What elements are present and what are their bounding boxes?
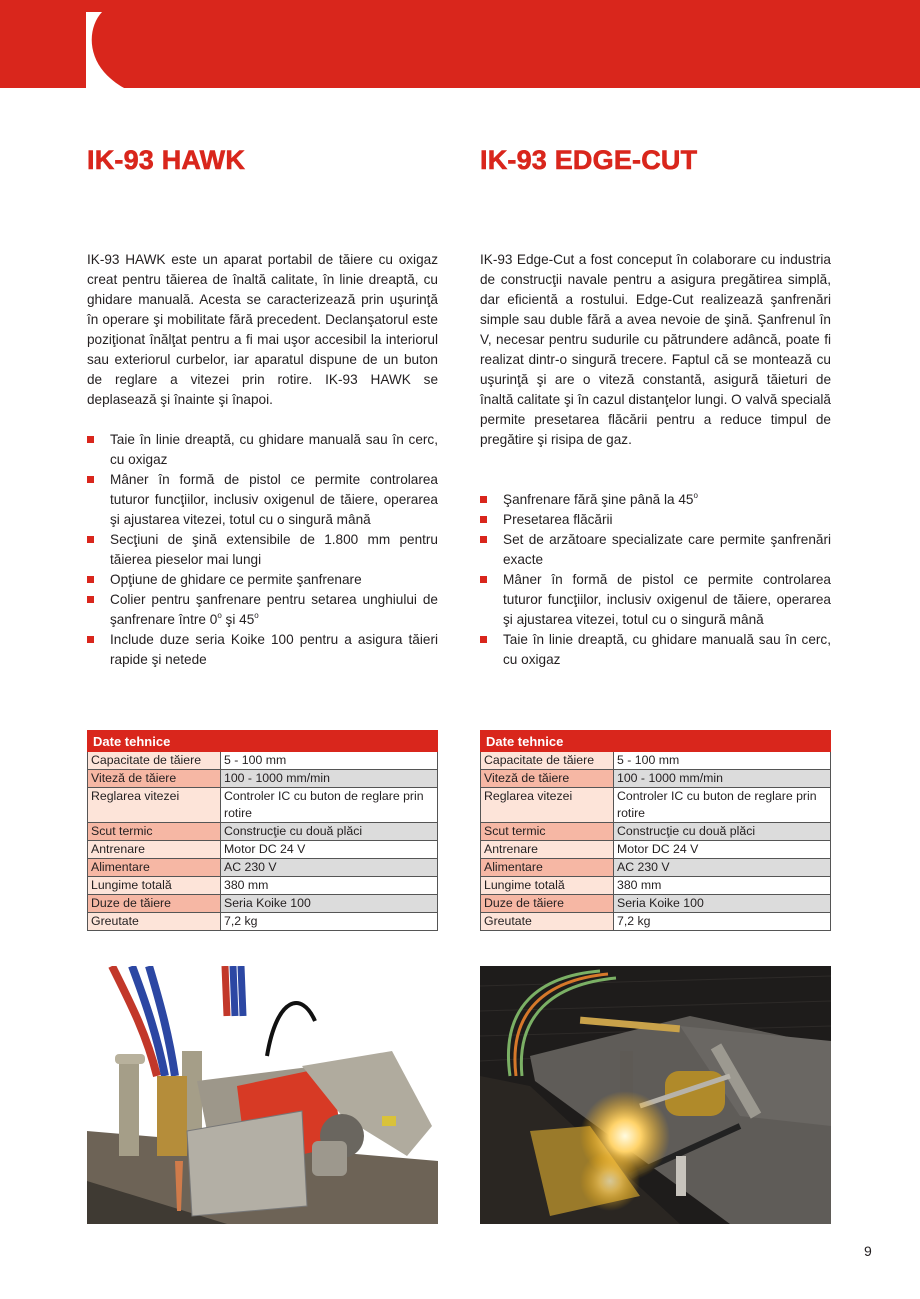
- spec-label: Lungime totală: [88, 877, 221, 895]
- spec-label: Greutate: [88, 913, 221, 931]
- table-row: [88, 895, 438, 913]
- feature-item: Set de arzătoare specializate care permite şanfrenări exacte: [480, 530, 831, 570]
- spec-value: Motor DC 24 V: [614, 841, 831, 859]
- product-description: IK-93 HAWK este un aparat portabil de tăiere cu oxigaz creat pentru tăierea de înaltă calitate, în linie dreaptă, cu ghidare manuală. Acesta se caracterizează prin uşurinţă în operare şi mobilitate fără precedent. Declanşatorul este poziţionat înălţat pentru a fi mai uşor accesibil la interiorul sau exteriorul curbelor, iar aparatul dispune de un buton de reglare a vitezei prin rotire. IK-93 HAWK se deplasează şi înainte şi înapoi.: [87, 252, 438, 407]
- spec-label: Alimentare: [481, 859, 614, 877]
- spec-value: AC 230 V: [221, 859, 438, 877]
- logo-k-icon: [84, 12, 128, 89]
- tech-specs-table: [480, 730, 831, 931]
- table-row: [88, 823, 438, 841]
- page-number: 9: [864, 1243, 872, 1259]
- spec-value: AC 230 V: [614, 859, 831, 877]
- feature-text: Şanfrenare fără şine până la 45: [503, 492, 694, 507]
- tech-specs-table: [87, 730, 438, 931]
- table-row: [481, 913, 831, 931]
- table-row: [88, 913, 438, 931]
- spec-value: 7,2 kg: [614, 913, 831, 931]
- feature-item: Secţiuni de şină extensibile de 1.800 mm pentru tăierea pieselor mai lungi: [87, 530, 438, 570]
- header-band: [0, 0, 920, 88]
- spec-label: Reglarea vitezei: [88, 788, 221, 823]
- table-row: [481, 788, 831, 823]
- table-row: [88, 770, 438, 788]
- product-title: IK-93 EDGE-CUT: [480, 145, 698, 175]
- spec-label: Duze de tăiere: [481, 895, 614, 913]
- spec-value: Motor DC 24 V: [221, 841, 438, 859]
- table-row: [88, 859, 438, 877]
- degree-sign: o: [693, 491, 698, 500]
- spec-label: Reglarea vitezei: [481, 788, 614, 823]
- table-header: Date tehnice: [481, 731, 831, 752]
- spec-label: Greutate: [481, 913, 614, 931]
- spec-value: Controler IC cu buton de reglare prin rotire: [614, 788, 831, 823]
- product-title: IK-93 HAWK: [87, 145, 246, 175]
- feature-item: [87, 590, 438, 630]
- feature-item: [480, 490, 831, 510]
- feature-list: [87, 430, 438, 670]
- spec-label: Scut termic: [88, 823, 221, 841]
- feature-text: şi 45: [221, 612, 255, 627]
- machine-image: [87, 966, 438, 1224]
- spec-value: 5 - 100 mm: [614, 752, 831, 770]
- spec-value: Construcţie cu două plăci: [614, 823, 831, 841]
- spec-label: Viteză de tăiere: [481, 770, 614, 788]
- feature-item: Mâner în formă de pistol ce permite controlarea tuturor funcţiilor, inclusiv oxigenul de tăiere, operarea şi ajustarea vitezei, totul cu o singură mână: [87, 470, 438, 530]
- spec-value: Seria Koike 100: [221, 895, 438, 913]
- table-row: [481, 895, 831, 913]
- spec-value: 380 mm: [614, 877, 831, 895]
- feature-item: Taie în linie dreaptă, cu ghidare manuală sau în cerc, cu oxigaz: [87, 430, 438, 470]
- table-row: [481, 841, 831, 859]
- spec-label: Antrenare: [481, 841, 614, 859]
- table-row: [88, 752, 438, 770]
- table-header: Date tehnice: [88, 731, 438, 752]
- feature-item: Mâner în formă de pistol ce permite controlarea tuturor funcţiilor, inclusiv oxigenul de tăiere, operarea şi ajustarea vitezei, totul cu o singură mână: [480, 570, 831, 630]
- feature-text: Colier pentru şanfrenare pentru setarea unghiului de şanfrenare între 0: [110, 592, 438, 627]
- feature-item: Taie în linie dreaptă, cu ghidare manuală sau în cerc, cu oxigaz: [480, 630, 831, 670]
- spec-label: Scut termic: [481, 823, 614, 841]
- spec-value: 100 - 1000 mm/min: [221, 770, 438, 788]
- degree-sign: o: [217, 611, 222, 620]
- table-row: [88, 788, 438, 823]
- spec-value: 100 - 1000 mm/min: [614, 770, 831, 788]
- product-photo-edge-cut: [480, 966, 831, 1224]
- spec-value: 7,2 kg: [221, 913, 438, 931]
- spec-label: Duze de tăiere: [88, 895, 221, 913]
- product-photo-hawk: [87, 966, 438, 1224]
- product-description: IK-93 Edge-Cut a fost conceput în colaborare cu industria de construcţii navale pentru a asigura pregătirea simplă, dar eficientă a rostului. Edge-Cut realizează şanfrenări simple sau duble fără a avea nevoie de şină. Şanfrenul în V, necesar pentru sudurile cu pătrundere adâncă, poate fi realizat dintr-o singură trecere. Faptul că se montează cu uşurinţă şi are o viteză constantă, asigură tăieturi de înaltă calitate şi în cazul distanţelor lungi. O valvă specială permite presetarea flăcării pentru a reduce timpul de pregătire şi risipa de gaz.: [480, 252, 831, 447]
- table-row: [481, 770, 831, 788]
- spec-label: Capacitate de tăiere: [481, 752, 614, 770]
- spec-label: Antrenare: [88, 841, 221, 859]
- feature-item: Opţiune de ghidare ce permite şanfrenare: [87, 570, 438, 590]
- spec-value: 5 - 100 mm: [221, 752, 438, 770]
- spec-value: 380 mm: [221, 877, 438, 895]
- machine-image: [480, 966, 831, 1224]
- table-row: [88, 841, 438, 859]
- table-row: [481, 752, 831, 770]
- spec-value: Controler IC cu buton de reglare prin rotire: [221, 788, 438, 823]
- feature-item: Presetarea flăcării: [480, 510, 831, 530]
- table-row: [481, 859, 831, 877]
- table-row: [88, 877, 438, 895]
- table-row: [481, 877, 831, 895]
- feature-list: [480, 490, 831, 670]
- feature-item: Include duze seria Koike 100 pentru a asigura tăieri rapide şi netede: [87, 630, 438, 670]
- table-row: [481, 823, 831, 841]
- spec-value: Seria Koike 100: [614, 895, 831, 913]
- spec-value: Construcţie cu două plăci: [221, 823, 438, 841]
- spec-label: Lungime totală: [481, 877, 614, 895]
- spec-label: Capacitate de tăiere: [88, 752, 221, 770]
- spec-label: Viteză de tăiere: [88, 770, 221, 788]
- degree-sign: o: [254, 611, 259, 620]
- spec-label: Alimentare: [88, 859, 221, 877]
